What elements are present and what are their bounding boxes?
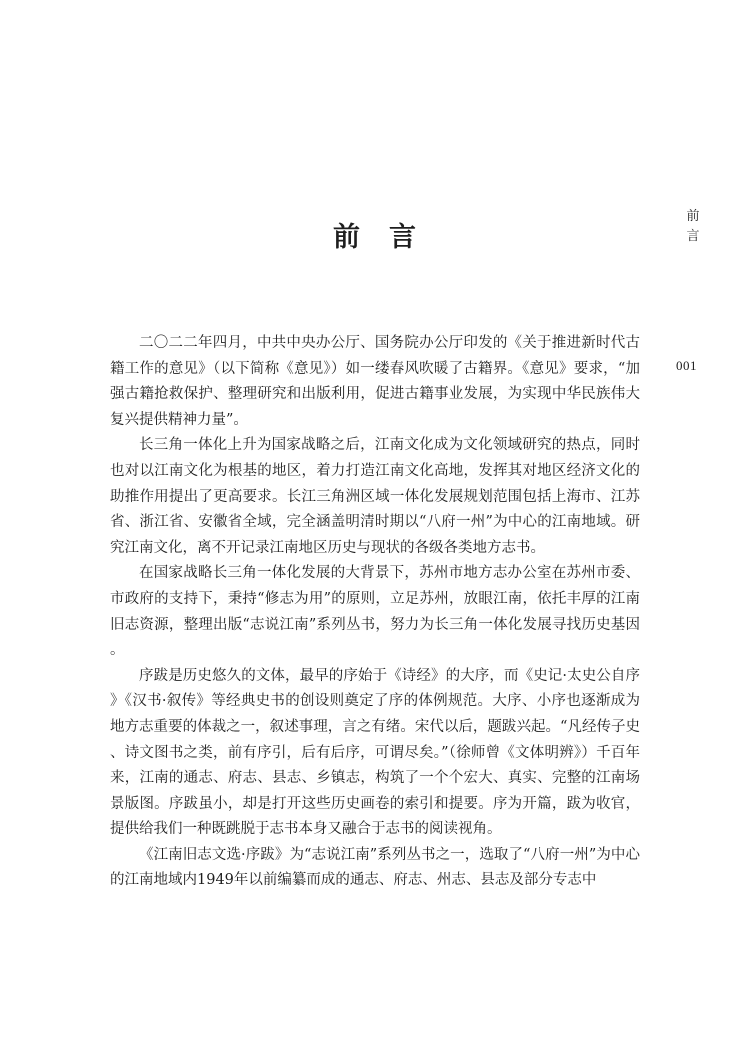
running-head-char: 言: [686, 229, 700, 244]
page-title: 前 言: [333, 222, 417, 253]
body-text: [110, 331, 640, 894]
paragraph: 长三角一体化上升为国家战略之后，江南文化成为文化领域研究的热点，同时也对以江南文化为根基的地区，着力打造江南文化高地，发挥其对地区经济文化的助推作用提出了更高要求。长江三角洲区域一体化发展规划范围包括上海市、江苏省、浙江省、安徽省全域，完全涵盖明清时期以“八府一州”为中心的江南地域。研究江南文化，离不开记录江南地区历史与现状的各级各类地方志书。: [110, 437, 640, 556]
paragraph: 二〇二二年四月，中共中央办公厅、国务院办公厅印发的《关于推进新时代古籍工作的意见》（以下简称《意见》）如一缕春风吹暖了古籍界。《意见》要求，“加强古籍抢救保护、整理研究和出版利用，促进古籍事业发展，为实现中华民族伟大复兴提供精神力量”。: [110, 335, 640, 428]
paragraph: 《江南旧志文选·序跋》为“志说江南”系列丛书之一，选取了“八府一州”为中心的江南地域内1949年以前编纂而成的通志、府志、州志、县志及部分专志中: [110, 846, 640, 889]
paragraph: 序跋是历史悠久的文体，最早的序始于《诗经》的大序，而《史记·太史公自序》《汉书·叙传》等经典史书的创设则奠定了序的体例规范。大序、小序也逐渐成为地方志重要的体裁之一，叙述事理，言之有绪。宋代以后，题跋兴起。“凡经传子史、诗文图书之类，前有序引，后有后序，可谓尽矣。”（徐师曾《文体明辨》）千百年来，江南的通志、府志、县志、乡镇志，构筑了一个个宏大、真实、完整的江南场景版图。序跋虽小，却是打开这些历史画卷的索引和提要。序为开篇，跋为收官，提供给我们一种既跳脱于志书本身又融合于志书的阅读视角。: [110, 667, 640, 838]
paragraph: 在国家战略长三角一体化发展的大背景下，苏州市地方志办公室在苏州市委、市政府的支持下，秉持“修志为用”的原则，立足苏州，放眼江南，依托丰厚的江南旧志资源，整理出版“志说江南”系列丛书，努力为长三角一体化发展寻找历史基因。: [110, 565, 640, 659]
running-head-char: 前: [686, 209, 700, 224]
page-number: 001: [676, 358, 697, 373]
running-head-vertical: [683, 207, 703, 247]
